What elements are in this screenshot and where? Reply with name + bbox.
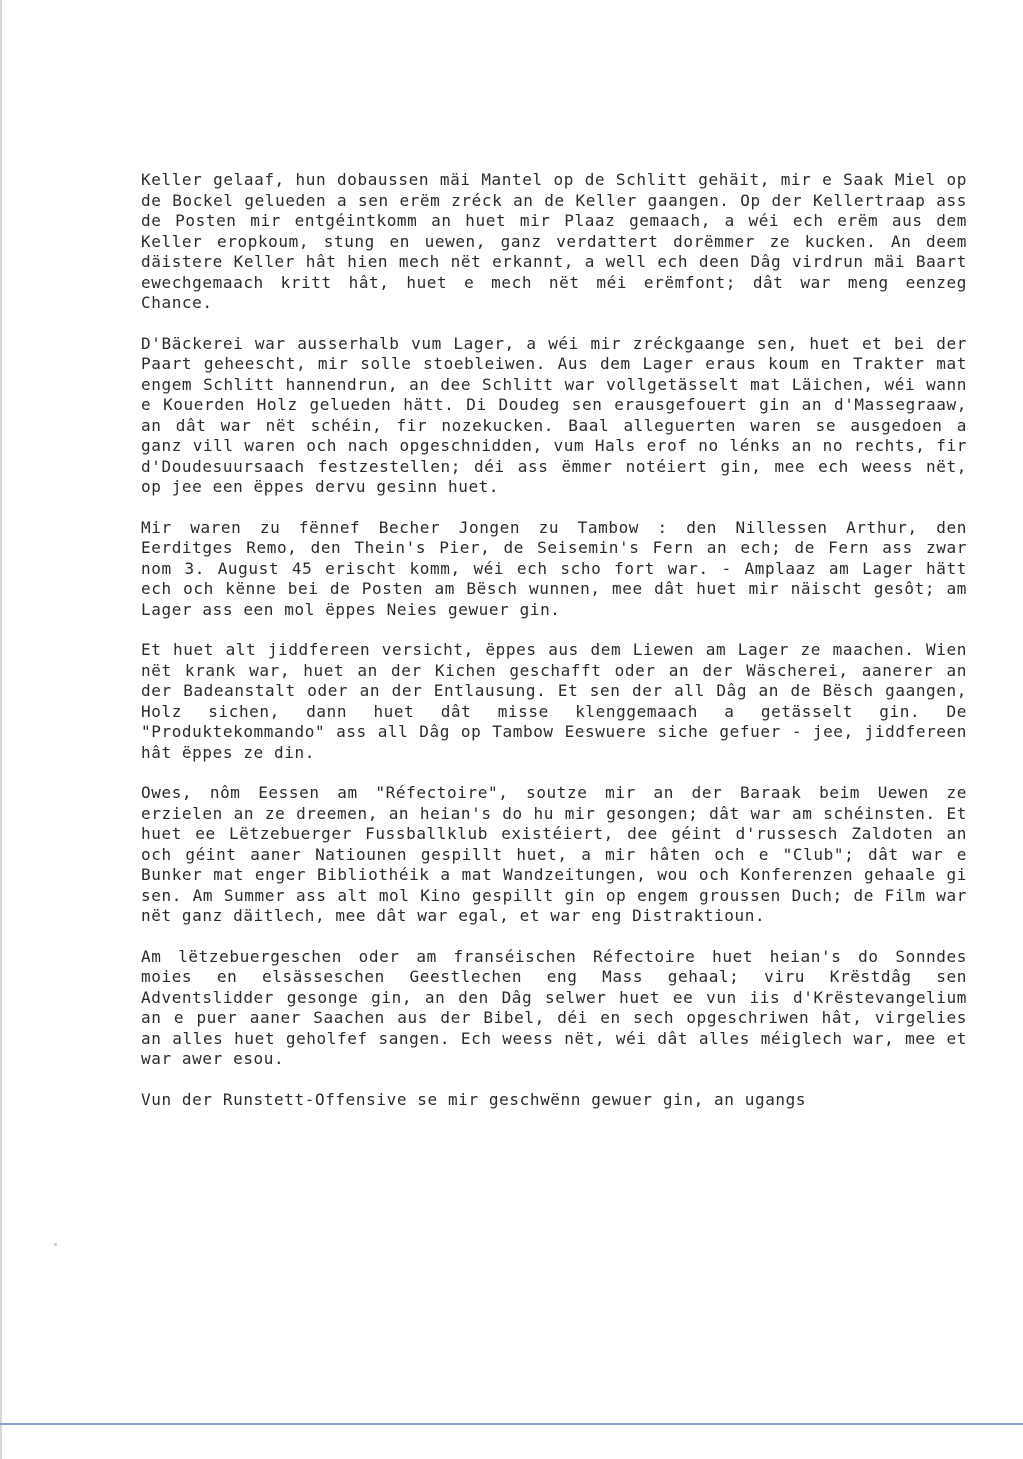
paragraph-2: D'Bäckerei war ausserhalb vum Lager, a wéi mir zréckgaange sen, huet et bei der Paart geheescht, mir solle stoebleiwen. Aus dem Lager eraus koum en Trakter mat engem Schlitt hannendrun, an dee Schlitt war vollgetässelt mat Läichen, wéi wann e Kouerden Holz gelueden hätt. Di Doudeg sen erausgefouert gin an d'Massegraaw, an dât war nët schéin, fir nozekucken. Baal alleguerten waren se ausgedoen a ganz vill waren och nach opgeschnidden, vum Hals erof no lénks an no rechts, fir d'Doudesuursaach festzestellen; déi ass ëmmer notéiert gin, mee ech weess nët, op jee een ëppes dervu gesinn huet. bbox=[141, 333, 967, 496]
scan-speck bbox=[54, 1243, 57, 1246]
paragraph-6: Am lëtzebuergeschen oder am franséischen Réfectoire huet heian's do Sonndes moies en elsässeschen Geestlechen eng Mass gehaal; viru Krëstdâg sen Adventslidder gesonge gin, an den Dâg selwer huet ee vun iis d'Krëstevangelium an e puer aaner Saachen aus der Bibel, déi en sech opgeschriwen hât, virgelies an alles huet geholfef sangen. Ech weess nët, wéi dât alles méiglech war, mee et war awer esou. bbox=[141, 946, 967, 1068]
scan-left-edge bbox=[0, 0, 2, 1459]
paragraph-7: Vun der Runstett-Offensive se mir geschwënn gewuer gin, an ugangs bbox=[141, 1089, 807, 1109]
bottom-rule bbox=[0, 1423, 1023, 1425]
paragraph-3: Mir waren zu fënnef Becher Jongen zu Tambow : den Nillessen Arthur, den Eerditges Remo, den Thein's Pier, de Seisemin's Fern an ech; de Fern ass zwar nom 3. August 45 erischt komm, wéi ech scho fort war. - Amplaaz am Lager hätt ech och kënne bei de Posten am Bësch wunnen, mee dât huet mir näischt gesôt; am Lager ass een mol ëppes Neies gewuer gin. bbox=[141, 517, 967, 619]
typed-text-body bbox=[141, 170, 967, 1110]
paragraph-4: Et huet alt jiddfereen versicht, ëppes aus dem Liewen am Lager ze maachen. Wien nët krank war, huet an der Kichen geschafft oder an der Wäscherei, aanerer an der Badeanstalt oder an der Entlausung. Et sen der all Dâg an de Bësch gaangen, Holz sichen, dann huet dât misse klenggemaach a getässelt gin. De "Produktekommando" ass all Dâg op Tambow Eeswuere siche gefuer - jee, jiddfereen hât ëppes ze din. bbox=[141, 640, 967, 762]
paragraph-5: Owes, nôm Eessen am "Réfectoire", soutze mir an der Baraak beim Uewen ze erzielen an ze dreemen, an heian's do hu mir gesongen; dât war am schéinsten. Et huet ee Lëtzebuerger Fussballklub existéiert, dee géint d'russesch Zaldoten an och géint aaner Natiounen gespillt huet, a mir hâten och e "Club"; dât war e Bunker mat enger Bibliothéik a mat Wandzeitungen, wou och Konferenzen gehaale gi sen. Am Summer ass alt mol Kino gespillt gin op engem groussen Duch; de Film war nët ganz däitlech, mee dât war egal, et war eng Distraktioun. bbox=[141, 783, 967, 925]
paragraph-1: Keller gelaaf, hun dobaussen mäi Mantel op de Schlitt gehäit, mir e Saak Miel op de Bockel gelueden a sen erëm zréck an de Keller gaangen. Op der Kellertraap ass de Posten mir entgéintkomm an huet mir Plaaz gemaach, a wéi ech erëm aus dem Keller eropkoum, stung en uewen, ganz verdattert dorëmmer ze kucken. An deem däistere Keller hât hien mech nët erkannt, a well ech deen Dâg virdrun mäi Baart ewechgemaach kritt hât, huet e mech nët méi erëmfont; dât war meng eenzeg Chance. bbox=[141, 170, 967, 312]
